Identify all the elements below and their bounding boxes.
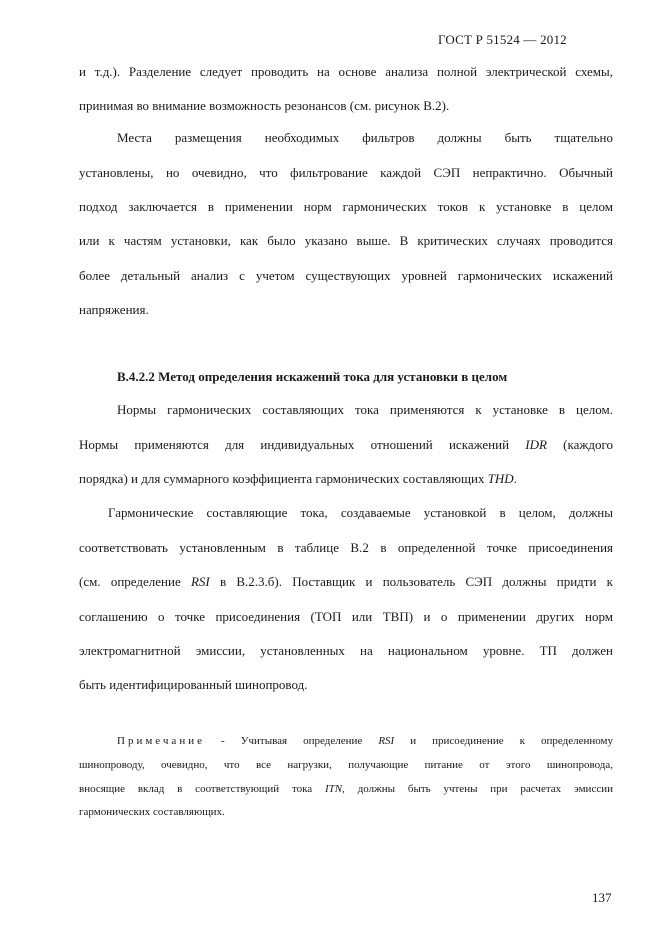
note-line1: Примечание - Учитывая определение RSI и присоединение к определенному bbox=[117, 735, 613, 747]
para4-line5: электромагнитной эмиссии, установленных на национальном уровне. ТП должен bbox=[79, 643, 613, 658]
para2-line3: подход заключается в применении норм гармонических токов к установке в целом bbox=[79, 199, 613, 214]
thd-term: THD bbox=[487, 471, 514, 486]
para2-line5: более детальный анализ с учетом существующих уровней гармонических искажений bbox=[79, 268, 613, 283]
para4-line3: (см. определение RSI в В.2.3.б). Поставщик и пользователь СЭП должны придти к bbox=[79, 574, 613, 589]
para1-line2: принимая во внимание возможность резонансов (см. рисунок В.2). bbox=[79, 98, 450, 113]
para3-line2: Нормы применяются для индивидуальных отношений искажений IDR (каждого bbox=[79, 437, 613, 452]
para4-line1: Гармонические составляющие тока, создаваемые установкой в целом, должны bbox=[108, 505, 613, 520]
page-number: 137 bbox=[592, 890, 612, 905]
para2-line4: или к частям установки, как было указано выше. В критических случаях проводится bbox=[79, 233, 613, 248]
document-header: ГОСТ Р 51524 — 2012 bbox=[438, 32, 567, 47]
note-line3: вносящие вклад в соответствующий тока ITN, должны быть учтены при расчетах эмиссии bbox=[79, 783, 613, 795]
para2-line2: установлены, но очевидно, что фильтрование каждой СЭП непрактично. Обычный bbox=[79, 165, 613, 180]
para2-line6: напряжения. bbox=[79, 302, 149, 317]
para4-line6: быть идентифицированный шинопровод. bbox=[79, 677, 308, 692]
para3-line3: порядка) и для суммарного коэффициента гармонических составляющих THD. bbox=[79, 471, 517, 486]
section-heading: В.4.2.2 Метод определения искажений тока для установки в целом bbox=[117, 369, 508, 384]
note-label: Примечание bbox=[117, 735, 205, 747]
para1-line1: и т.д.). Разделение следует проводить на основе анализа полной электрической схемы, bbox=[79, 64, 613, 79]
para4-line2: соответствовать установленным в таблице В.2 в определенной точке присоединения bbox=[79, 540, 613, 555]
para4-line4: соглашению о точке присоединения (ТОП или ТВП) и о применении других норм bbox=[79, 609, 613, 624]
para3-line1: Нормы гармонических составляющих тока применяются к установке в целом. bbox=[117, 402, 613, 417]
note-line2: шинопроводу, очевидно, что все нагрузки, получающие питание от этого шинопровода, bbox=[79, 759, 613, 771]
rsi-term: RSI bbox=[190, 574, 210, 589]
note-itn-term: ITN bbox=[325, 783, 343, 795]
idr-term: IDR bbox=[525, 437, 547, 452]
note-rsi-term: RSI bbox=[378, 735, 395, 747]
note-line4: гармонических составляющих. bbox=[79, 806, 225, 818]
para2-line1: Места размещения необходимых фильтров должны быть тщательно bbox=[117, 130, 613, 145]
